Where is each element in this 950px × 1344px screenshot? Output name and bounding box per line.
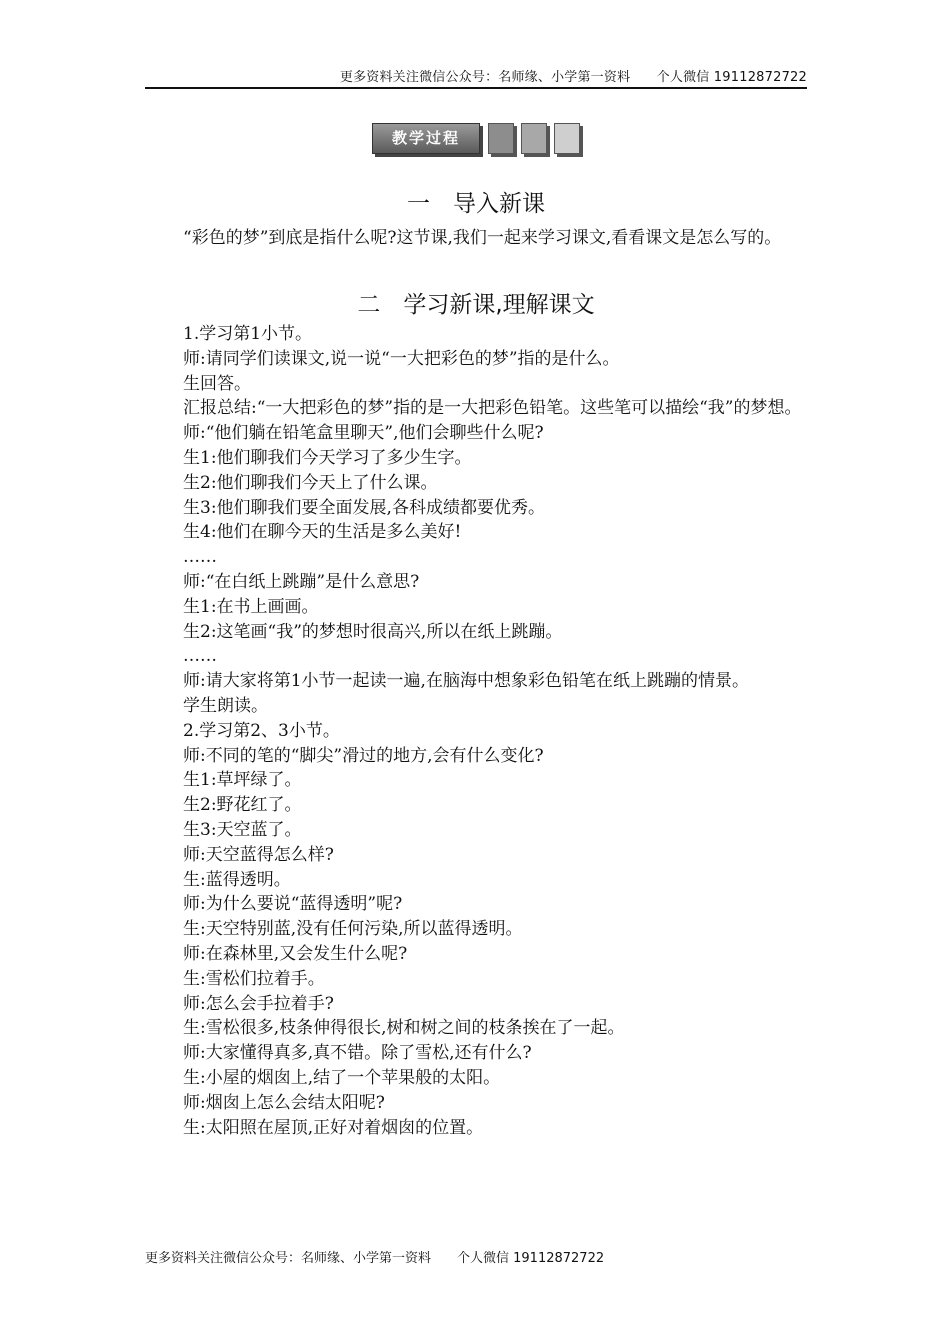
lesson-dialogue xyxy=(145,322,807,1140)
dialogue-line: 生:雪松们拉着手。 xyxy=(183,968,325,989)
dialogue-line: 2.学习第2、3小节。 xyxy=(183,720,340,741)
dialogue-line: 师:大家懂得真多,真不错。除了雪松,还有什么? xyxy=(183,1043,532,1064)
dialogue-line: 生3:他们聊我们要全面发展,各科成绩都要优秀。 xyxy=(183,497,545,518)
dialogue-line: 生1:他们聊我们今天学习了多少生字。 xyxy=(183,447,472,468)
dialogue-line: 生:太阳照在屋顶,正好对着烟囱的位置。 xyxy=(183,1117,484,1138)
dialogue-line: 生4:他们在聊今天的生活是多么美好! xyxy=(183,522,462,543)
dialogue-line: 师:烟囱上怎么会结太阳呢? xyxy=(183,1092,385,1113)
dialogue-line: 师:请大家将第1小节一起读一遍,在脑海中想象彩色铅笔在纸上跳蹦的情景。 xyxy=(183,671,749,692)
dialogue-line: 师:为什么要说“蓝得透明”呢? xyxy=(183,894,403,915)
page-footer: 更多资料关注微信公众号：名师缘、小学第一资料 个人微信 19112872722 xyxy=(145,1251,605,1266)
section-title-lesson: 二 学习新课,理解课文 xyxy=(357,292,595,318)
dialogue-line: 生:天空特别蓝,没有任何污染,所以蓝得透明。 xyxy=(183,919,523,940)
dialogue-line: 生2:野花红了。 xyxy=(183,795,302,816)
dialogue-line: 生3:天空蓝了。 xyxy=(183,819,302,840)
dialogue-line: 生1:在书上画画。 xyxy=(183,596,319,617)
dialogue-line: 师:“在白纸上跳蹦”是什么意思? xyxy=(183,571,420,592)
dialogue-line: 生:蓝得透明。 xyxy=(183,869,291,890)
dialogue-line: 师:天空蓝得怎么样? xyxy=(183,844,334,865)
section-title-intro: 一 导入新课 xyxy=(407,191,545,217)
dialogue-line: 师:“他们躺在铅笔盒里聊天”,他们会聊些什么呢? xyxy=(183,423,544,444)
dialogue-line: 生2:他们聊我们今天上了什么课。 xyxy=(183,472,438,493)
dialogue-line: 生1:草坪绿了。 xyxy=(183,770,302,791)
dialogue-line: 生:雪松很多,枝条伸得很长,树和树之间的枝条挨在了一起。 xyxy=(183,1018,625,1039)
dialogue-line: 汇报总结:“一大把彩色的梦”指的是一大把彩色铅笔。这些笔可以描绘“我”的梦想。 xyxy=(183,398,802,419)
dialogue-line: 师:怎么会手拉着手? xyxy=(183,993,334,1014)
dialogue-line: 师:在森林里,又会发生什么呢? xyxy=(183,943,408,964)
intro-paragraph: “彩色的梦”到底是指什么呢?这节课,我们一起来学习课文,看看课文是怎么写的。 xyxy=(183,228,782,248)
banner-decor-block xyxy=(521,123,547,154)
dialogue-line: …… xyxy=(183,646,217,667)
banner-decor-block xyxy=(488,123,514,154)
dialogue-line: 师:请同学们读课文,说一说“一大把彩色的梦”指的是什么。 xyxy=(183,348,620,369)
banner-decor-block xyxy=(554,123,580,154)
dialogue-line: 生:小屋的烟囱上,结了一个苹果般的太阳。 xyxy=(183,1067,501,1088)
header-rule xyxy=(145,87,807,89)
dialogue-line: 生回答。 xyxy=(183,373,251,394)
dialogue-line: 师:不同的笔的“脚尖”滑过的地方,会有什么变化? xyxy=(183,745,544,766)
dialogue-line: 学生朗读。 xyxy=(183,695,268,716)
page-header: 更多资料关注微信公众号：名师缘、小学第一资料 个人微信 19112872722 xyxy=(339,70,807,85)
banner-label: 教学过程 xyxy=(372,123,480,154)
dialogue-line: 1.学习第1小节。 xyxy=(183,324,313,344)
dialogue-line: …… xyxy=(183,547,217,568)
dialogue-line: 生2:这笔画“我”的梦想时很高兴,所以在纸上跳蹦。 xyxy=(183,621,563,642)
